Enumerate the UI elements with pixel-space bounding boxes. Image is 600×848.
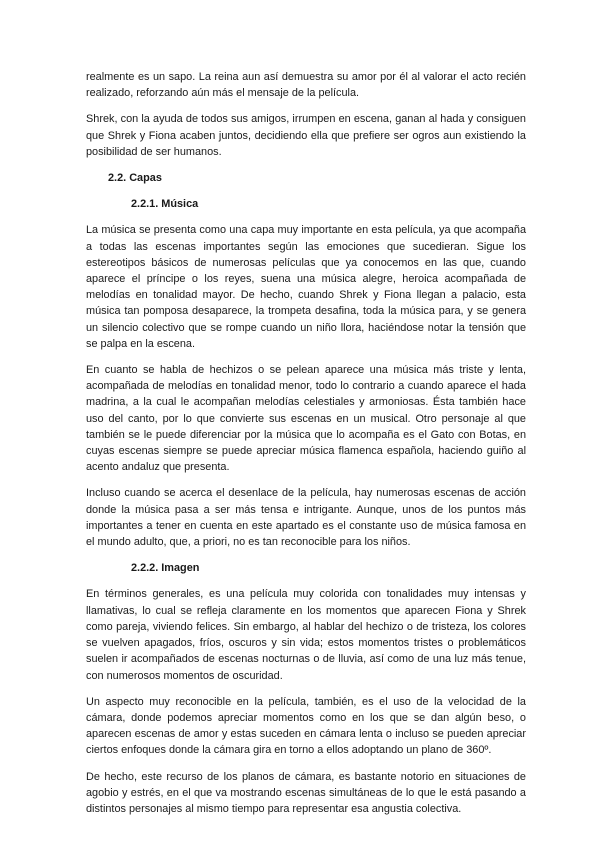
paragraph-imagen-1: En términos generales, es una película muy colorida con tonalidades muy intensas y llamativas, lo cual se refleja claramente en los momentos que aparecen Fiona y Shrek como pareja, viviendo felices. Sin embargo, al hablar del hechizo o de tristeza, los colores se vuelven apagados, fríos, oscuros y sin vida; estos momentos tristes o problemáticos suelen ir acompañados de escenas nocturnas o de lluvia, así como de una luz más tenue, con numerosos momentos de oscuridad.	[86, 588, 526, 682]
paragraph-musica-2: En cuanto se habla de hechizos o se pelean aparece una música más triste y lenta, acompañada de melodías en tonalidad menor, todo lo contrario a cuando aparece el hada madrina, a la cual le acompañan melodías celestiales y armoniosas. Ésta también hace uso del canto, por lo que convierte sus escenas en un musical. Otro personaje al que también se le puede diferenciar por la música que lo acompaña es el Gato con Botas, en cuyas escenas siempre se puede apreciar música flamenca española, haciendo guiño al acento andaluz que presenta.	[86, 364, 526, 474]
document-page	[86, 69, 526, 817]
subsection-heading-musica: 2.2.1. Música	[131, 198, 199, 211]
paragraph-imagen-2: Un aspecto muy reconocible en la película, también, es el uso de la velocidad de la cámara, donde podemos apreciar momentos como en los que se dan algún beso, o aparecen escenas de amor y estas suceden en cámara lenta o incluso se pueden apreciar ciertos enfoques donde la cámara gira en torno a ellos adoptando un plano de 360º.	[86, 695, 526, 757]
paragraph-musica-1: La música se presenta como una capa muy importante en esta película, ya que acompaña a todas las escenas importantes según las emociones que sucedieran. Sigue los estereotipos básicos de numerosas películas que ya conocemos en las que, cuando aparece el príncipe o los reyes, suena una música alegre, heroica acompañada de melodías en tonalidad mayor. De hecho, cuando Shrek y Fiona llegan a palacio, esta música tan pomposa desaparece, la trompeta desafina, toda la música para, y se genera un silencio colectivo que se rompe cuando un niño llora, haciéndose notar la tensión que se palpa en la escena.	[86, 224, 526, 350]
paragraph-sapo: realmente es un sapo. La reina aun así demuestra su amor por él al valorar el acto recién realizado, reforzando aún más el mensaje de la película.	[86, 71, 526, 100]
subsection-heading-imagen: 2.2.2. Imagen	[131, 562, 200, 575]
paragraph-imagen-3: De hecho, este recurso de los planos de cámara, es bastante notorio en situaciones de agobio y estrés, en el que va mostrando escenas simultáneas de lo que le está pasando a distintos personajes al mismo tiempo para representar esa angustia colectiva.	[86, 770, 526, 815]
paragraph-shrek-amigos: Shrek, con la ayuda de todos sus amigos, irrumpen en escena, ganan al hada y consiguen que Shrek y Fiona acaben juntos, decidiendo ella que prefiere ser ogros aun existiendo la posibilidad de ser humanos.	[86, 113, 526, 158]
paragraph-musica-3: Incluso cuando se acerca el desenlace de la película, hay numerosas escenas de acción donde la música pasa a ser más tensa e intrigante. Aunque, unos de los puntos más importantes a tener en cuenta en este apartado es el constante uso de música famosa en el mundo adulto, que, a priori, no es tan reconocible para los niños.	[86, 487, 526, 549]
section-heading-capas: 2.2. Capas	[108, 172, 162, 185]
